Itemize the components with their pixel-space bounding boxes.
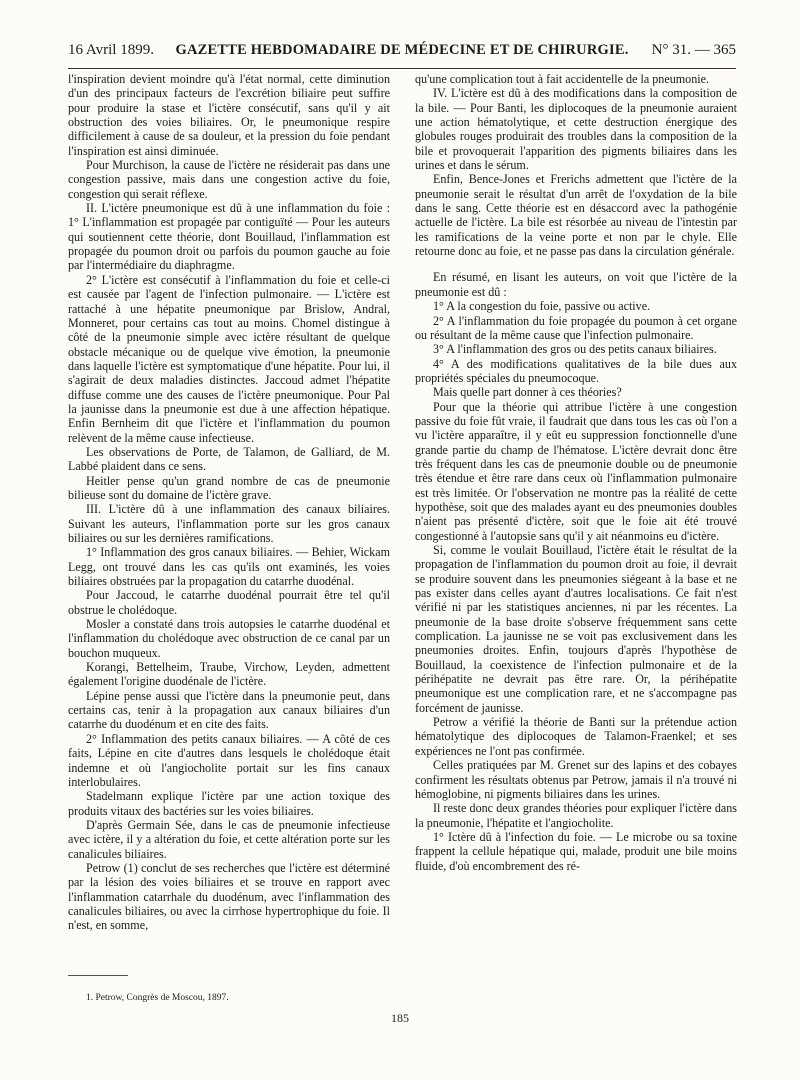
paragraph: l'inspiration devient moindre qu'à l'état normal, cette diminution d'un des principaux facteurs de l'excrétion biliaire peut suffire pour produire la stase et l'ictère consécutif, sans qu'il y ait obstruction des voies biliaires. Or, le pneumonique respire difficilement à cause de sa douleur, et la pression du foie pendant l'inspiration est ainsi diminuée. bbox=[68, 72, 390, 158]
paragraph: IV. L'ictère est dû à des modifications dans la composition de la bile. — Pour Banti, les diplocoques de la pneumonie auraient une action hématolytique, et cette destruction énergique des globules rouges produirait des troubles dans la composition de la bile et provoquerait l'apparition des pigments biliaires dans les urines et dans le sérum. bbox=[415, 86, 737, 173]
paragraph: Petrow a vérifié la théorie de Banti sur la prétendue action hématolytique des diplocoques de Talamon-Fraenkel; et ses expériences ne l'ont pas confirmée. bbox=[415, 715, 737, 758]
paragraph: Mosler a constaté dans trois autopsies le catarrhe duodénal et l'inflammation du cholédoque avec obstruction de ce canal par un bouchon muqueux. bbox=[68, 617, 390, 660]
paragraph: 1° Inflammation des gros canaux biliaires. — Behier, Wickam Legg, ont trouvé dans les cas qu'ils ont examinés, les voies biliaires obstruées par la propagation du catarrhe duodénal. bbox=[68, 545, 390, 589]
paragraph: Pour Murchison, la cause de l'ictère ne résiderait pas dans une congestion passive, mais dans une congestion active du foie, congestion qui serait réflexe. bbox=[68, 158, 390, 201]
paragraph: Pour que la théorie qui attribue l'ictère à une congestion passive du foie fût vraie, il faudrait que dans tous les cas où l'on a vu l'ictère apparaître, il y eût eu suppression fonctionnelle d'une grande partie du champ de l'hématose. L'ictère devrait donc être très fréquent dans les cas de pneumonie double ou de pneumonie très étendue et être rare dans ceux où l'inflammation pulmonaire est très limitée. Or l'observation ne montre pas la réalité de cette hypothèse, soit que des malades ayant eu des pneumonies doubles n'aient pas présenté d'ictère, soit que le foie ait été trouvé congestionné à l'autopsie sans qu'il y ait néanmoins eu d'ictère. bbox=[415, 399, 737, 543]
footnote-rule bbox=[68, 975, 128, 976]
paragraph: Heitler pense qu'un grand nombre de cas de pneumonie bilieuse sont du domaine de l'ictère grave. bbox=[68, 473, 390, 502]
paragraph: Lépine pense aussi que l'ictère dans la pneumonie peut, dans certains cas, tenir à la propagation aux canaux biliaires d'un catarrhe du duodénum et en cite des faits. bbox=[68, 688, 390, 732]
paragraph: D'après Germain Sée, dans le cas de pneumonie infectieuse avec ictère, il y a altération du foie, et cette altération porte sur les canalicules biliaires. bbox=[68, 817, 390, 861]
paragraph: 4° A des modifications qualitatives de la bile dues aux propriétés spéciales du pneumocoque. bbox=[415, 356, 737, 385]
paragraph: En résumé, en lisant les auteurs, on voit que l'ictère de la pneumonie est dû : bbox=[415, 270, 737, 299]
journal-title: GAZETTE HEBDOMADAIRE DE MÉDECINE ET DE CHIRURGIE. bbox=[175, 42, 629, 58]
paragraph: Mais quelle part donner à ces théories? bbox=[433, 385, 622, 400]
paragraph: Si, comme le voulait Bouillaud, l'ictère était le résultat de la propagation de l'inflammation du poumon droit au foie, il devrait se produire souvent dans les pneumonies siégeant à la base et ne pas exister dans celles ayant d'autres localisations. Ce fait n'est vérifié ni par les statistiques anciennes, ni par les récentes. La pneumonie de la base droite s'observe fréquemment sans cette complication. La jaunisse ne se voit pas exclusivement dans les pneumonies droites. Enfin, toujours d'après l'hypothèse de Bouillaud, la coexistence de l'infection pulmonaire et de la périhépatite ne devrait pas être rare. Or, la périhépatite pneumonique est une complication rare, et ne s'accompagne pas forcément de jaunisse. bbox=[415, 543, 737, 715]
issue-page-number: N° 31. — 365 bbox=[651, 42, 736, 58]
paragraph: Pour Jaccoud, le catarrhe duodénal pourrait être tel qu'il obstrue le cholédoque. bbox=[68, 588, 390, 617]
left-column bbox=[68, 72, 390, 933]
paragraph: III. L'ictère dû à une inflammation des canaux biliaires. Suivant les auteurs, l'inflammation porte sur les gros canaux biliaires ou sur les dernières ramifications. bbox=[68, 502, 390, 545]
paragraph: Il reste donc deux grandes théories pour expliquer l'ictère dans la pneumonie, l'hépatite et l'angiocholite. bbox=[415, 801, 737, 830]
paragraph: II. L'ictère pneumonique est dû à une inflammation du foie : 1° L'inflammation est propagée par contiguïté — Pour les auteurs qui soutiennent cette théorie, dont Bouillaud, l'inflammation est propagée du poumon droit ou parfois du poumon gauche au foie par l'intermédiaire du diaphragme. bbox=[68, 201, 390, 273]
header-date: 16 Avril 1899. bbox=[68, 42, 154, 58]
paragraph: Korangi, Bettelheim, Traube, Virchow, Leyden, admettent également l'origine duodénale de l'ictère. bbox=[68, 660, 390, 689]
paragraph: Les observations de Porte, de Talamon, de Galliard, de M. Labbé plaident dans ce sens. bbox=[68, 444, 390, 474]
page-number: 185 bbox=[391, 1011, 409, 1025]
paragraph: 1° A la congestion du foie, passive ou active. bbox=[433, 299, 651, 314]
paragraph: 2° Inflammation des petits canaux biliaires. — A côté de ces faits, Lépine en cite d'autres dans lesquels le cholédoque était indemne et où l'angiocholite portait sur les fins canaux interlobulaires. bbox=[68, 731, 390, 789]
header-rule bbox=[68, 68, 736, 69]
paragraph: 2° L'ictère est consécutif à l'inflammation du foie et celle-ci est causée par l'agent de l'infection pulmonaire. — L'ictère est rattaché à une hépatite pneumonique par Brislow, Andral, Monneret, pour certains cas tout au moins. Chomel distingue à côté de la pneumonie simple avec ictère résultant de quelque obstacle mécanique ou de quelque vive émotion, la pneumonie dans laquelle l'ictère est symptomatique d'une hépatite. Pour lui, il s'agirait de deux maladies distinctes. Jaccoud admet l'hépatite diffuse comme une des causes de l'ictère pneumonique. Pour Pal la jaunisse dans la pneumonie est due à une affection hépatique. Enfin Bernheim dit que l'ictère et l'inflammation du poumon relèvent de la même cause infectieuse. bbox=[68, 272, 390, 445]
paragraph: Petrow (1) conclut de ses recherches que l'ictère est déterminé par la lésion des voies biliaires et se trouve en rapport avec l'inflammation catarrhale du duodénum, avec l'inflammation des canalicules biliaires, ou avec la cirrhose hypertrophique du foie. Il n'est, en somme, bbox=[68, 860, 390, 933]
footnote: 1. Petrow, Congrès de Moscou, 1897. bbox=[86, 993, 229, 1003]
paragraph: Stadelmann explique l'ictère par une action toxique des produits vitaux des bactéries sur les voies biliaires. bbox=[68, 789, 390, 818]
page-header bbox=[68, 40, 736, 62]
paragraph: Enfin, Bence-Jones et Frerichs admettent que l'ictère de la pneumonie serait le résultat d'un arrêt de l'oxydation de la bile dans le sang. Cette théorie est en désaccord avec la pathogénie actuelle de l'ictère. La bile est résorbée au niveau de l'intestin par les ramifications de la veine porte et non par le chyle. Elle retourne donc au foie, et ne passe pas dans la circulation générale. bbox=[415, 172, 737, 259]
paragraph: 3° A l'inflammation des gros ou des petits canaux biliaires. bbox=[433, 342, 717, 357]
paragraph: Celles pratiquées par M. Grenet sur des lapins et des cobayes confirment les résultats obtenus par Petrow, jamais il n'a trouvé ni hémoglobine, ni pigments biliaires dans les urines. bbox=[415, 758, 737, 801]
paragraph: qu'une complication tout à fait accidentelle de la pneumonie. bbox=[415, 72, 709, 86]
right-column bbox=[415, 72, 737, 873]
paragraph: 2° A l'inflammation du foie propagée du poumon à cet organe ou résultant de la même cause que l'infection pulmonaire. bbox=[415, 313, 737, 342]
paragraph: 1° Ictère dû à l'infection du foie. — Le microbe ou sa toxine frappent la cellule hépatique qui, malade, produit une bile moins fluide, d'où encombrement des ré- bbox=[415, 829, 737, 873]
